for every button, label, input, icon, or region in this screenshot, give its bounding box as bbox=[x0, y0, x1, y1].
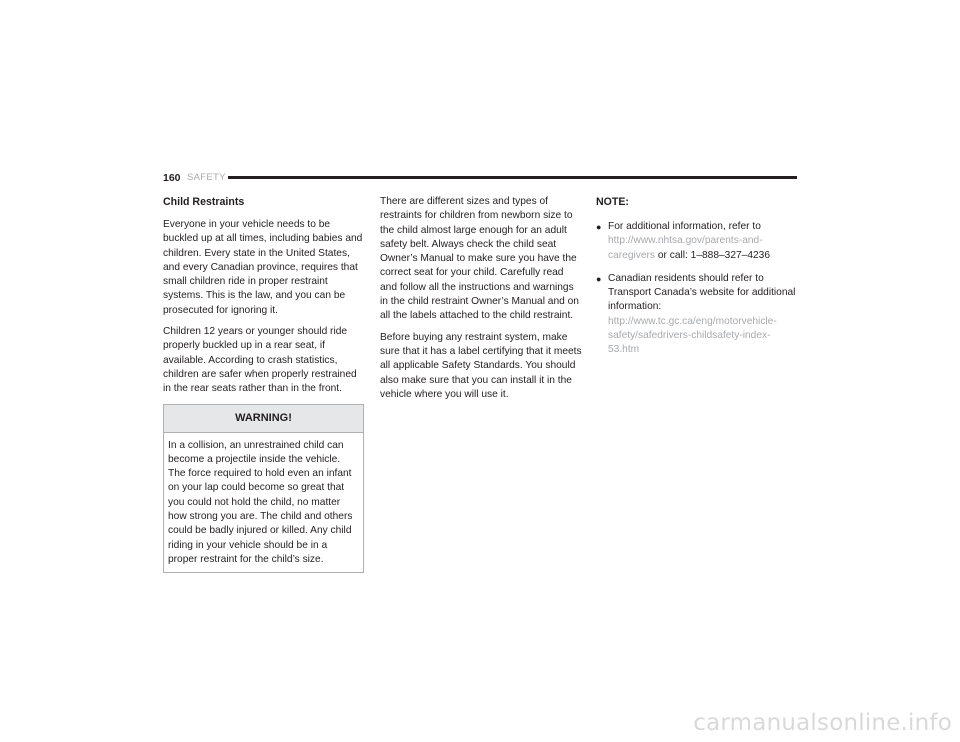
list-item bbox=[596, 272, 798, 358]
section-title: SAFETY bbox=[187, 172, 226, 183]
column-3 bbox=[596, 195, 798, 367]
list-item bbox=[596, 220, 798, 263]
header-rule bbox=[228, 176, 797, 179]
note-label: NOTE: bbox=[596, 196, 629, 208]
paragraph-rear-seat: Children 12 years or younger should ride properly buckled up in a rear seat, if available. According to crash statistics, children are safer when properly restrained in the rear seats rather than in the front. bbox=[163, 326, 357, 395]
bullet-text: or call: 1–888–327–4236 bbox=[655, 249, 770, 261]
warning-box bbox=[163, 404, 364, 574]
paragraph-buckle-up: Everyone in your vehicle needs to be buckled up at all times, including babies and children. Every state in the United States, and every Canadian province, requires that small children ride in proper restraint systems. This is the law, and you can be prosecuted for ignoring it. bbox=[163, 219, 363, 316]
page-number: 160 bbox=[163, 172, 181, 184]
section-heading: Child Restraints bbox=[163, 196, 245, 208]
bullet-text: For additional information, refer to bbox=[608, 221, 761, 232]
paragraph-restraint-types: There are different sizes and types of restraints for children from newborn size to the child almost large enough for an adult safety belt. Always check the child seat Owner’s Manual to make sure you have the correct seat for your child. Carefully read and follow all the instructions and warnings in the child restraint Owner’s Manual and on all the labels attached to the child restraint. bbox=[380, 196, 579, 322]
transport-canada-link[interactable]: http://www.tc.gc.ca/eng/motorvehicle-safety/safedrivers-childsafety-index-53.htm bbox=[608, 315, 777, 356]
nhtsa-link[interactable]: http://www.nhtsa.gov/parents-and-caregivers bbox=[608, 235, 763, 261]
paragraph-before-buying: Before buying any restraint system, make sure that it has a label certifying that it meets all applicable Safety Standards. You should also make sure that you can install it in the vehicle where you will use it. bbox=[380, 331, 582, 400]
warning-body: In a collision, an unrestrained child can become a projectile inside the vehicle. The force required to hold even an infant on your lap could become so great that you could not hold the child, no matter how strong you are. The child and others could be badly injured or killed. Any child riding in your vehicle should be in a proper restraint for the child’s size. bbox=[168, 439, 353, 565]
column-2 bbox=[380, 195, 582, 409]
column-1 bbox=[163, 195, 365, 573]
watermark: carmanualsonline.info bbox=[693, 710, 952, 736]
bullet-text: Canadian residents should refer to Transport Canada’s website for additional information: bbox=[608, 272, 796, 313]
bullet-icon: ● bbox=[596, 222, 602, 232]
page-header bbox=[163, 171, 797, 187]
bullet-icon: ● bbox=[596, 273, 602, 284]
warning-title: WARNING! bbox=[164, 405, 363, 433]
